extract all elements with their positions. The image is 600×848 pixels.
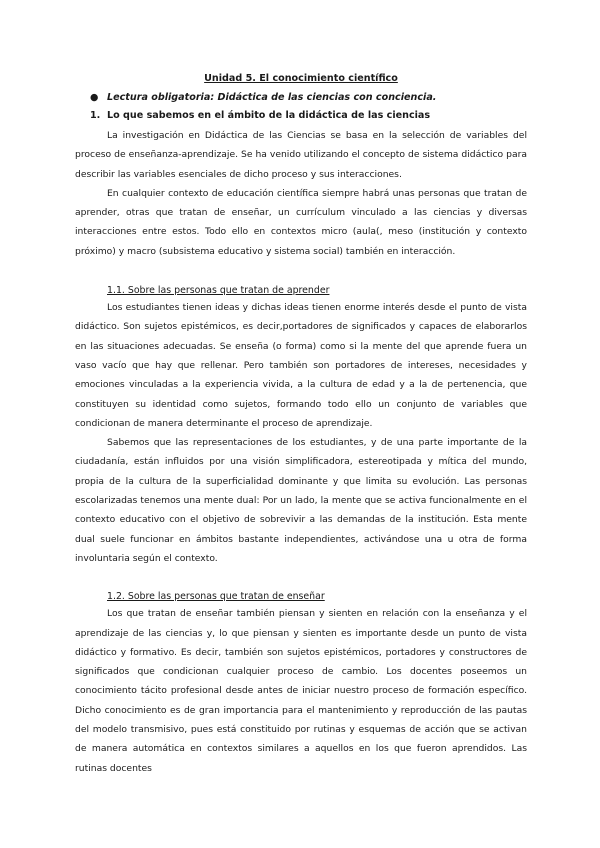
paragraph: La investigación en Didáctica de las Ciencias se basa en la selección de variables del proceso de enseñanza-aprendizaje. Se ha venido utilizando el concepto de sistema didáctico para describir las variables esenciales de dicho proceso y sus interacciones. [75,130,527,180]
paragraph: En cualquier contexto de educación científica siempre habrá unas personas que tratan de aprender, otras que tratan de enseñar, un currículum vinculado a las ciencias y diversas interacciones entre estos. Todo ello en contextos micro (aula(, meso (institución y contexto próximo) y macro (subsistema educativo y sistema social) también en interacción. [75,187,527,257]
paragraph: Los estudiantes tienen ideas y dichas ideas tienen enorme interés desde el punto de vista didáctico. Son sujetos epistémicos, es decir,portadores de significados y capaces de elaborarlos en las situaciones adecuadas. Se enseña (o forma) como si la mente del que aprende fuera un vaso vacío que hay que rellenar. Pero también son portadores de intereses, necesidades y emociones vinculadas a la experiencia vivida, a la cultura de edad y a la de pertenencia, que constituyen su identidad como sujetos, formando todo ello un conjunto de variables que condicionan de manera determinante el proceso de aprendizaje. [75,302,527,429]
section-number: 1. [90,110,101,121]
required-reading-text: Lectura obligatoria: Didáctica de las ciencias con conciencia. [107,92,437,103]
section-heading [75,108,527,123]
section-title: Lo que sabemos en el ámbito de la didáctica de las ciencias [107,110,431,121]
paragraph: Sabemos que las representaciones de los estudiantes, y de una parte importante de la ciudadanía, están influidos por una visión simplificadora, estereotipada y mítica del mundo, propia de la cultura de la superficialidad dominante y que limita su evolución. Las personas escolarizadas tenemos una mente dual: Por un lado, la mente que se activa funcionalmente en el contexto educativo con el objetivo de sobrevivir a las demandas de la institución. Esta mente dual suele funcionar en ámbitos bastante independientes, activándose una u otra de forma involuntaria según el contexto. [75,437,527,564]
required-reading-item [75,90,527,105]
paragraph: Los que tratan de enseñar también piensan y sienten en relación con la enseñanza y el aprendizaje de las ciencias y, lo que piensan y sienten es importante desde un punto de vista didáctico y formativo. Es decir, también son sujetos epistémicos, portadores y constructores de significados que condicionan cualquier proceso de cambio. Los docentes poseemos un conocimiento tácito profesional desde antes de iniciar nuestro proceso de formación específico. Dicho conocimiento es de gran importancia para el mantenimiento y reproducción de las pautas del modelo transmisivo, pues está constituido por rutinas y esquemas de acción que se activan de manera automática en contextos similares a aquellos en los que fueron aprendidos. Las rutinas docentes [75,608,527,774]
unit-title: Unidad 5. El conocimiento científico [204,73,398,84]
subsection-heading-learners: 1.1. Sobre las personas que tratan de aprender [107,285,330,297]
bullet-icon: ● [90,92,99,103]
subsection-heading-teachers: 1.2. Sobre las personas que tratan de enseñar [107,591,325,603]
document-body [75,71,527,778]
